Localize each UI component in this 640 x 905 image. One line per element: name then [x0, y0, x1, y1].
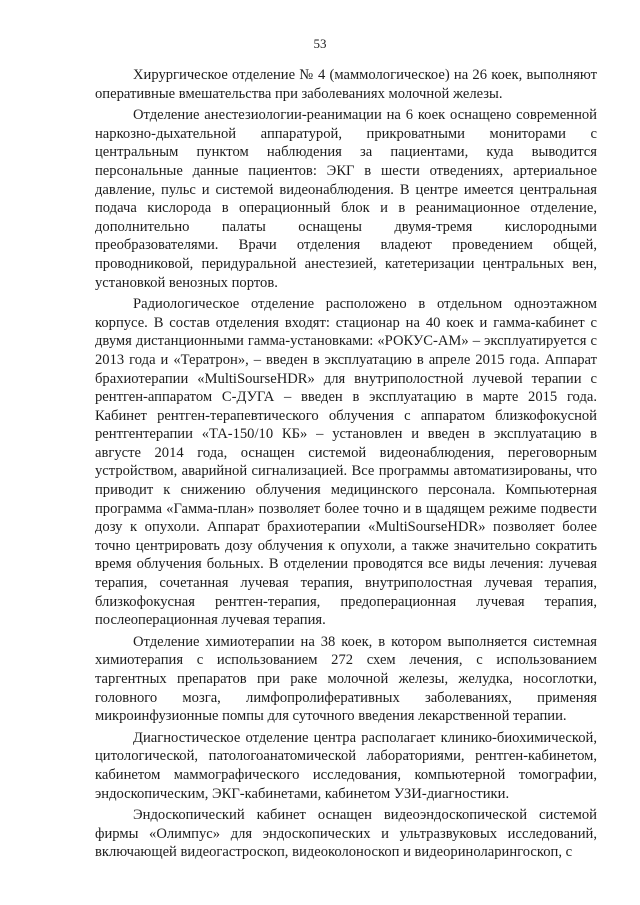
paragraph-anesthesiology-department: Отделение анестезиологии-реанимации на 6 коек оснащено современной наркозно-дыхательной аппаратурой, прикроватными мониторами с центральным пунктом наблюдения за пациентами, куда выводится персональные данные пациентов: ЭКГ в шести отведениях, артериальное давление, пульс и системой видеонаблюдения. В центре имеется центральная подача кислорода в операционный блок и в реанимационное отделение, дополнительно палаты оснащены двумя-тремя кислородными преобразователями. Врачи отделения владеют проведением общей, проводниковой, перидуральной анестезией, катетеризации центральных вен, установкой венозных портов. [95, 107, 597, 291]
paragraph-radiology-department: Радиологическое отделение расположено в отдельном одноэтажном корпусе. В состав отделения входят: стационар на 40 коек и гамма-кабинет с двумя дистанционными гамма-установками: «РОКУС-АМ» – эксплуатируется с 2013 года и «Тератрон», – введен в эксплуатацию в апреле 2015 года. Аппарат брахиотерапии «MultiSourseHDR» для внутриполостной лучевой терапии с рентген-аппаратом С-ДУГА – введен в эксплуатацию в марте 2015 года. Кабинет рентген-терапевтического облучения с аппаратом близкофокусной рентгентерапии «ТА-150/10 КБ» – установлен и введен в эксплуатацию в августе 2014 года, оснащен системой видеонаблюдения, переговорным устройством, аварийной сигнализацией. Все программы автоматизированы, что приводит к снижению облучения медицинского персонала. Компьютерная программа «Гамма-план» позволяет более точно и в щадящем режиме подвести дозу к опухоли. Аппарат брахиотерапии «MultiSourseHDR» позволяет более точно центрировать дозу облучения к опухоли, а также значительно сократить время облучения больных. В отделении проводятся все виды лечения: лучевая терапия, сочетанная лучевая терапия, внутриполостная лучевая терапия, близкофокусная рентген-терапия, предоперационная лучевая терапия, послеоперационная лучевая терапия. [95, 296, 597, 629]
paragraph-diagnostic-department: Диагностическое отделение центра располагает клинико-биохимической, цитологической, патологоанатомической лабораториями, рентген-кабинетом, кабинетом маммографического исследования, компьютерной томографии, эндоскопическим, ЭКГ-кабинетами, кабинетом УЗИ-диагностики. [95, 729, 597, 802]
body-text [95, 66, 597, 865]
paragraph-surgical-department: Хирургическое отделение № 4 (маммологическое) на 26 коек, выполняют оперативные вмешательства при заболеваниях молочной железы. [95, 67, 597, 102]
paragraph-endoscopy-room: Эндоскопический кабинет оснащен видеоэндоскопической системой фирмы «Олимпус» для эндоскопических и ультразвуковых исследований, включающей видеогастроскоп, видеоколоноскоп и видеориноларингоскоп, с [95, 807, 597, 861]
page-number: 53 [313, 36, 327, 51]
paragraph-chemotherapy-department: Отделение химиотерапии на 38 коек, в котором выполняется системная химиотерапия с использованием 272 схем лечения, с использованием таргентных препаратов при раке молочной железы, желудка, носоглотки, головного мозга, лимфопролиферативных заболеваниях, применяя микроинфузионные помпы для суточного введения лекарственной терапии. [95, 633, 597, 725]
